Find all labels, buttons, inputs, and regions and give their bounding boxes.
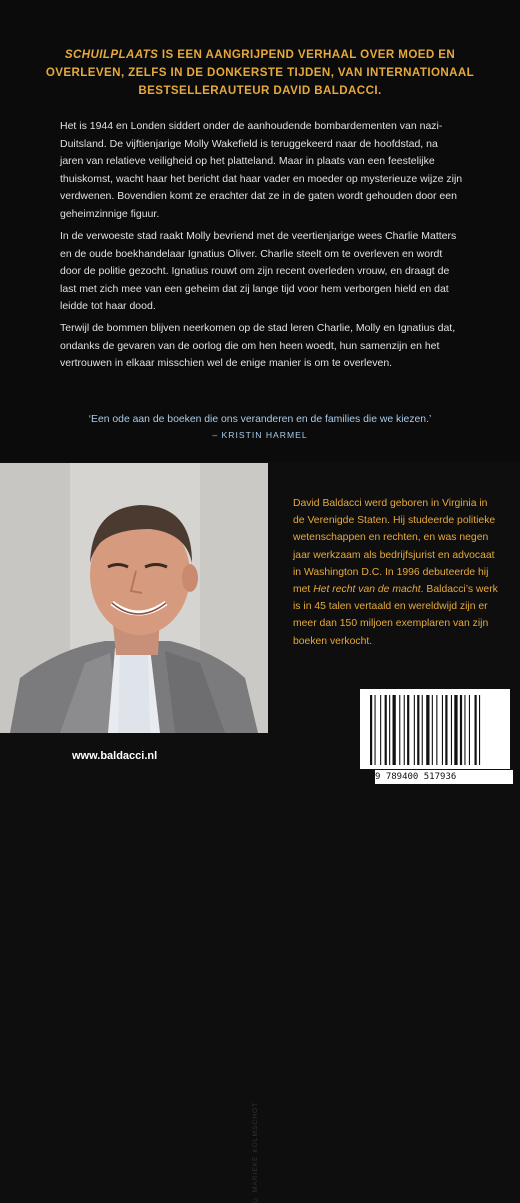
review-quote: ‘Een ode aan de boeken die ons veranderen en de families die we kiezen.’ (88, 414, 432, 425)
barcode-bar (385, 695, 387, 765)
barcode-bar (404, 695, 405, 765)
barcode-bar (475, 695, 477, 765)
barcode-bar (464, 695, 465, 765)
author-bio-part-1: David Baldacci werd geboren in Virginia in de Verenigde Staten. Hij studeerde politieke wetenschappen en rechten, en was negen jaar werkzaam als bedrijfsjurist en advocaat in Washington D.C. In 1996 debuteerde hij met (293, 498, 496, 596)
blurb-paragraph-3: Terwijl de bommen blijven neerkomen op de stad leren Charlie, Molly en Ignatius dat, ondanks de gevaren van de oorlog die om hen heen woedt, hun samenzijn en het vertrouwen in elkaar misschien wel de enige manier is om te overleven. (60, 322, 456, 370)
isbn-barcode (360, 689, 510, 769)
barcode-bar (389, 695, 390, 765)
barcode-bar (426, 695, 429, 765)
barcode-bar (460, 695, 462, 765)
isbn-number: 9 789400 517936 (375, 770, 513, 784)
barcode-bar (442, 695, 443, 765)
author-bio (293, 495, 501, 650)
barcode-bar (375, 695, 376, 765)
barcode-bar (414, 695, 415, 765)
barcode-bar (436, 695, 437, 765)
tagline (40, 46, 480, 100)
barcode-bar (417, 695, 419, 765)
barcode-bar (479, 695, 480, 765)
tagline-rest: IS EEN AANGRIJPEND VERHAAL OVER MOED EN OVERLEVEN, ZELFS IN DE DONKERSTE TIJDEN, VAN INTERNATIONAAL BESTSELLERAUTEUR DAVID BALDACCI. (45, 48, 475, 97)
back-cover-top (0, 0, 520, 462)
barcode-bar (432, 695, 433, 765)
barcode-bar (422, 695, 423, 765)
barcode-bar (454, 695, 457, 765)
author-bio-part-2: . Baldacci’s werk is in 45 talen vertaald en wereldwijd zijn er meer dan 150 miljoen exemplaren van zijn boeken verkocht. (293, 584, 498, 647)
barcode-bars (360, 689, 510, 769)
barcode-bar (469, 695, 470, 765)
photo-credit: © MARIEKE KOLMSCHOT (252, 1101, 259, 1203)
barcode-bar (451, 695, 452, 765)
barcode-bar (407, 695, 409, 765)
blurb-paragraph-1: Het is 1944 en Londen siddert onder de aanhoudende bombardementen van nazi-Duitsland. De vijftienjarige Molly Wakefield is teruggekeerd naar de hoofdstad, na jaren van relatieve veiligheid op het platteland. Maar in plaats van een feestelijke thuiskomst, wacht haar het bericht dat haar vader en moeder op mysterieuze wijze zijn verdwenen. Bovendien komt ze erachter dat ze in de gaten wordt gehouden door een geheimzinnige figuur. (60, 120, 463, 220)
barcode-bar (445, 695, 447, 765)
barcode-bar (370, 695, 372, 765)
barcode-bar (393, 695, 396, 765)
blurb-paragraph-2: In de verwoeste stad raakt Molly bevriend met de veertienjarige wees Charlie Matters en de oude boekhandelaar Ignatius Oliver. Charlie steelt om te overleven en wordt door de politie gezocht. Ignatius rouwt om zijn recent overleden vrouw, en draagt de last met zich mee van een geheim dat zij lange tijd voor hem verborgen hield en dat leidde tot haar dood. (60, 230, 457, 313)
review-quote-author: – KRISTIN HARMEL (212, 430, 308, 440)
tagline-title: SCHUILPLAATS (64, 48, 159, 61)
author-bio-book-title: Het recht van de macht (313, 584, 421, 596)
website-link[interactable]: www.baldacci.nl (72, 750, 158, 762)
author-portrait-illustration (0, 463, 268, 733)
barcode-bar (399, 695, 400, 765)
barcode-bar (380, 695, 381, 765)
